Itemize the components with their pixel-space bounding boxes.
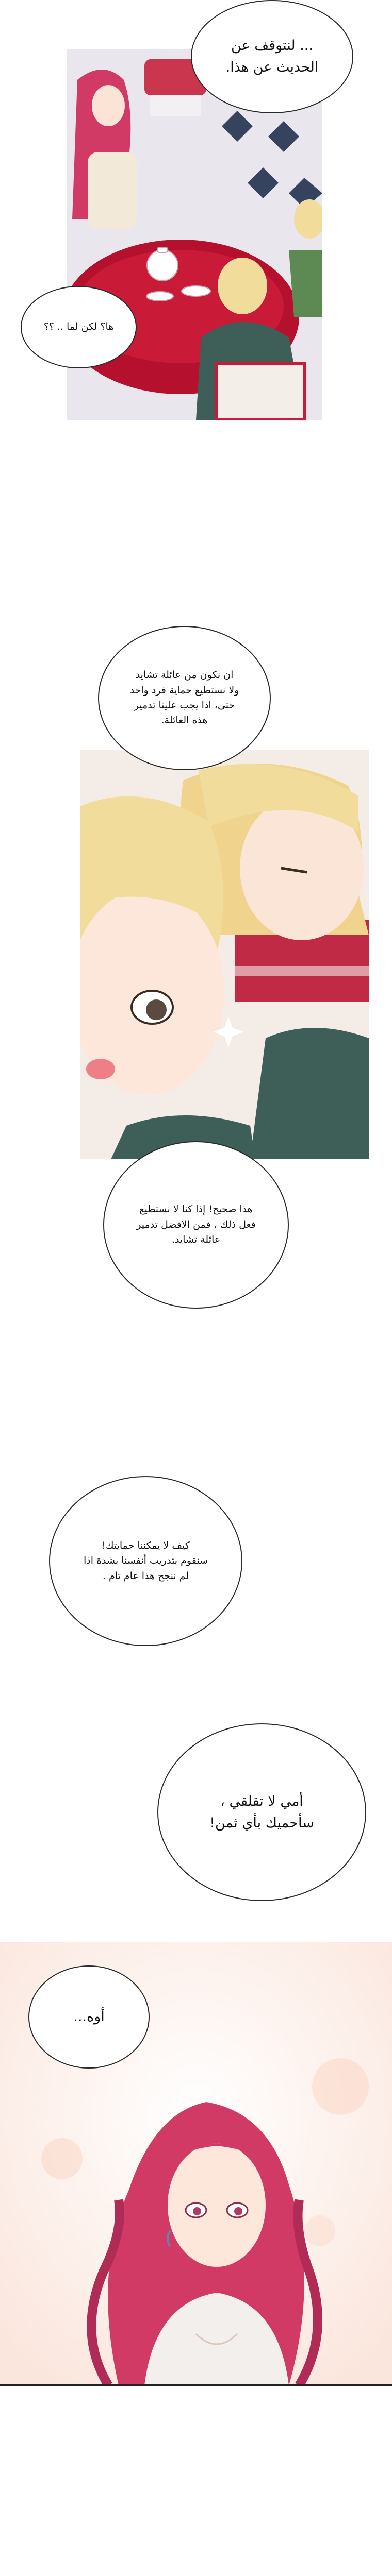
panel-two-boys (80, 750, 369, 1159)
speech-bubble-mom-dont-worry: أمي لا تقلقي ، سأحميك بأي ثمن! (157, 1723, 366, 1901)
speech-bubble-oh: أوه... (28, 1965, 150, 2069)
panel-divider (0, 2384, 392, 2386)
speech-bubble-thats-right: هذا صحيح! إذا كنا لا نستطيع فعل ذلك ، فمن الافضل تدمير عائلة تشايد. (103, 1141, 289, 1309)
site-watermark (1, 2571, 9, 2576)
speech-bubble-stop-talking: ... لنتوقف عن الحديث عن هذا. (191, 0, 353, 113)
two-boys-art (80, 750, 369, 1159)
speech-bubble-but-why: ها؟ لكن لما .. ؟؟ (21, 286, 137, 368)
speech-bubble-protect-you: كيف لا يمكننا حمايتك! سنقوم بتدريب أنفسنا بشدة اذا لم ننجح هذا عام تام . (49, 1476, 242, 1646)
speech-bubble-destroy-family: ان نكون من عائلة تشايد ولا نستطيع حماية فرد واحد حتى، اذا يجب علينا تدمير هذه العائلة. (98, 626, 271, 770)
